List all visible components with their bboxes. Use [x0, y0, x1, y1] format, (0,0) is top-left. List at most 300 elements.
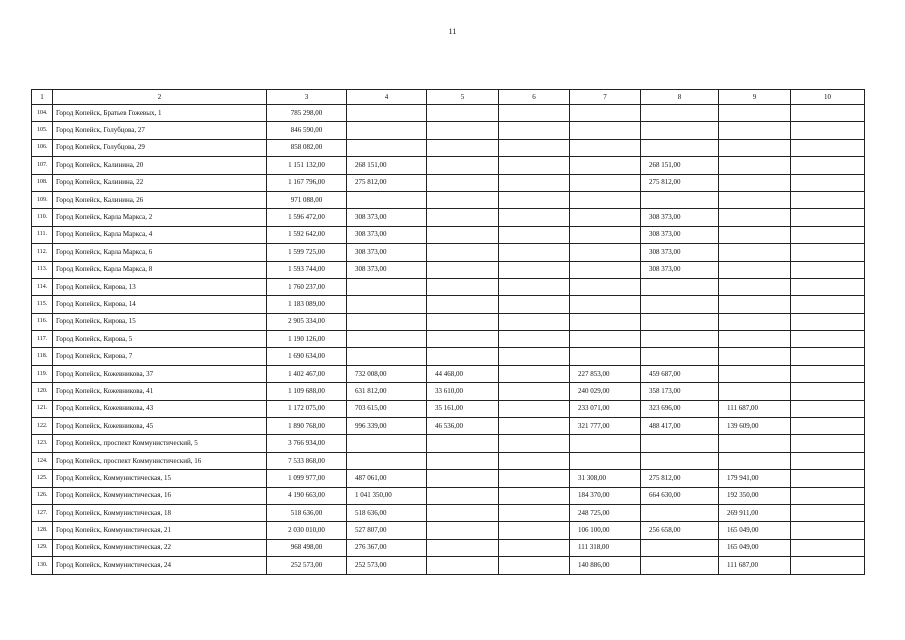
table-cell	[570, 331, 641, 348]
table-row	[32, 122, 865, 139]
table-cell: 1 402 467,00	[267, 365, 347, 382]
table-cell	[719, 157, 791, 174]
table-cell	[427, 261, 499, 278]
table-cell: 116.	[32, 313, 53, 330]
table-cell: 111 687,00	[719, 557, 791, 574]
table-row	[32, 539, 865, 556]
table-cell: 256 658,00	[641, 522, 719, 539]
table-cell	[499, 539, 570, 556]
table-cell: 165 049,00	[719, 539, 791, 556]
table-cell: 117.	[32, 331, 53, 348]
table-row	[32, 504, 865, 521]
table-cell	[719, 452, 791, 469]
table-cell	[347, 313, 427, 330]
table-row	[32, 261, 865, 278]
table-cell: 106.	[32, 139, 53, 156]
table-cell: Город Копейск, Калинина, 22	[53, 174, 267, 191]
table-cell	[791, 105, 865, 122]
table-cell: 1 592 642,00	[267, 226, 347, 243]
table-cell: Город Копейск, Кирова, 13	[53, 278, 267, 295]
table-cell: 107.	[32, 157, 53, 174]
table-cell	[427, 296, 499, 313]
table-cell: 44 468,00	[427, 365, 499, 382]
table-cell: 127.	[32, 504, 53, 521]
table-cell: 1 109 688,00	[267, 383, 347, 400]
table-cell: 1 099 977,00	[267, 470, 347, 487]
table-cell: 4 190 663,00	[267, 487, 347, 504]
table-cell	[719, 105, 791, 122]
table-cell	[719, 191, 791, 208]
table-cell	[641, 348, 719, 365]
table-cell: 518 636,00	[347, 504, 427, 521]
table-cell: 31 308,00	[570, 470, 641, 487]
table-cell	[791, 383, 865, 400]
table-cell: 268 151,00	[641, 157, 719, 174]
table-cell	[641, 105, 719, 122]
table-cell	[791, 157, 865, 174]
table-cell	[427, 348, 499, 365]
column-header: 4	[347, 90, 427, 105]
table-cell	[719, 174, 791, 191]
table-cell	[791, 244, 865, 261]
column-header: 6	[499, 90, 570, 105]
table-cell: 1 151 132,00	[267, 157, 347, 174]
table-cell	[427, 244, 499, 261]
table-cell	[791, 139, 865, 156]
table-cell	[791, 435, 865, 452]
table-cell	[719, 244, 791, 261]
table-cell: 111.	[32, 226, 53, 243]
table-cell	[570, 157, 641, 174]
table-cell	[570, 452, 641, 469]
table-cell: 664 630,00	[641, 487, 719, 504]
table-cell: 268 151,00	[347, 157, 427, 174]
table-cell	[499, 383, 570, 400]
table-cell: Город Копейск, Коммунистическая, 24	[53, 557, 267, 574]
table-row	[32, 278, 865, 295]
table-cell: 7 533 868,00	[267, 452, 347, 469]
table-cell	[427, 139, 499, 156]
table-cell: 233 071,00	[570, 400, 641, 417]
table-cell	[719, 365, 791, 382]
table-row	[32, 105, 865, 122]
table-cell	[427, 452, 499, 469]
table-cell: Город Копейск, проспект Коммунистический, 5	[53, 435, 267, 452]
table-cell: 35 161,00	[427, 400, 499, 417]
table-cell: 1 690 634,00	[267, 348, 347, 365]
table-cell: 130.	[32, 557, 53, 574]
data-table	[31, 89, 865, 575]
table-cell: Город Копейск, Коммунистическая, 15	[53, 470, 267, 487]
table-cell	[499, 365, 570, 382]
table-cell: 488 417,00	[641, 418, 719, 435]
table-cell: 846 590,00	[267, 122, 347, 139]
table-cell	[791, 122, 865, 139]
table-cell	[570, 226, 641, 243]
table-cell	[347, 122, 427, 139]
table-cell: 308 373,00	[641, 209, 719, 226]
table-cell	[791, 296, 865, 313]
table-cell	[641, 557, 719, 574]
table-cell	[427, 470, 499, 487]
table-cell: 1 760 237,00	[267, 278, 347, 295]
table-cell	[791, 400, 865, 417]
table-cell: Город Копейск, Карла Маркса, 8	[53, 261, 267, 278]
table-cell: 1 890 768,00	[267, 418, 347, 435]
table-cell: 129.	[32, 539, 53, 556]
table-cell	[427, 435, 499, 452]
table-cell: 119.	[32, 365, 53, 382]
table-cell: 3 766 934,00	[267, 435, 347, 452]
table-row	[32, 400, 865, 417]
table-cell: Город Копейск, Кирова, 15	[53, 313, 267, 330]
table-cell: 240 029,00	[570, 383, 641, 400]
table-row	[32, 331, 865, 348]
table-cell: 106 100,00	[570, 522, 641, 539]
table-cell	[499, 452, 570, 469]
table-cell: 308 373,00	[347, 244, 427, 261]
table-cell	[427, 487, 499, 504]
table-cell: 323 696,00	[641, 400, 719, 417]
table-cell	[570, 278, 641, 295]
table-cell	[499, 226, 570, 243]
table-row	[32, 209, 865, 226]
table-row	[32, 191, 865, 208]
table-cell: 2 030 010,00	[267, 522, 347, 539]
table-cell	[641, 452, 719, 469]
table-cell	[791, 365, 865, 382]
table-cell: Город Копейск, проспект Коммунистический, 16	[53, 452, 267, 469]
table-cell	[347, 296, 427, 313]
table-cell	[427, 539, 499, 556]
table-cell: 122.	[32, 418, 53, 435]
table-cell	[719, 296, 791, 313]
table-cell: 123.	[32, 435, 53, 452]
table-cell: 971 088,00	[267, 191, 347, 208]
table-cell	[427, 522, 499, 539]
table-cell: 308 373,00	[347, 209, 427, 226]
table-cell	[719, 226, 791, 243]
table-cell: 785 298,00	[267, 105, 347, 122]
table-row	[32, 522, 865, 539]
table-cell	[499, 209, 570, 226]
table-cell: 121.	[32, 400, 53, 417]
table-cell: 112.	[32, 244, 53, 261]
table-row	[32, 418, 865, 435]
table-cell: 518 636,00	[267, 504, 347, 521]
table-cell: Город Копейск, Коммунистическая, 18	[53, 504, 267, 521]
table-cell: 128.	[32, 522, 53, 539]
table-cell: 1 190 126,00	[267, 331, 347, 348]
table-cell	[499, 435, 570, 452]
table-row	[32, 244, 865, 261]
table-cell	[641, 191, 719, 208]
table-cell	[347, 435, 427, 452]
table-cell	[347, 278, 427, 295]
table-cell	[499, 522, 570, 539]
table-row	[32, 487, 865, 504]
table-cell: 192 350,00	[719, 487, 791, 504]
table-cell: 139 609,00	[719, 418, 791, 435]
table-cell: Город Копейск, Коммунистическая, 21	[53, 522, 267, 539]
table-cell: 275 812,00	[641, 470, 719, 487]
table-cell: 1 599 725,00	[267, 244, 347, 261]
table-cell	[570, 296, 641, 313]
table-row	[32, 296, 865, 313]
table-cell: 968 498,00	[267, 539, 347, 556]
table-cell	[570, 313, 641, 330]
table-cell: 308 373,00	[641, 226, 719, 243]
column-header: 1	[32, 90, 53, 105]
table-cell	[499, 504, 570, 521]
table-cell: 252 573,00	[347, 557, 427, 574]
table-cell: 321 777,00	[570, 418, 641, 435]
table-cell: 276 367,00	[347, 539, 427, 556]
table-cell	[791, 174, 865, 191]
table-cell	[499, 400, 570, 417]
table-cell: 1 167 796,00	[267, 174, 347, 191]
table-cell	[791, 261, 865, 278]
table-cell	[719, 348, 791, 365]
table-cell	[791, 487, 865, 504]
table-cell	[791, 191, 865, 208]
table-cell: 1 041 350,00	[347, 487, 427, 504]
table-cell	[499, 331, 570, 348]
table-cell	[499, 278, 570, 295]
table-cell: 732 008,00	[347, 365, 427, 382]
table-cell: 113.	[32, 261, 53, 278]
table-cell	[347, 452, 427, 469]
table-cell	[719, 278, 791, 295]
table-cell: 358 173,00	[641, 383, 719, 400]
table-cell: Город Копейск, Кирова, 7	[53, 348, 267, 365]
table-cell: 275 812,00	[347, 174, 427, 191]
table-cell	[719, 261, 791, 278]
table-cell: 487 061,00	[347, 470, 427, 487]
table-cell	[570, 348, 641, 365]
table-cell: 1 596 472,00	[267, 209, 347, 226]
table-cell: 104.	[32, 105, 53, 122]
table-row	[32, 365, 865, 382]
table-cell: Город Копейск, Голубцова, 29	[53, 139, 267, 156]
table-cell: 125.	[32, 470, 53, 487]
table-cell	[570, 435, 641, 452]
table-cell: 110.	[32, 209, 53, 226]
table-cell	[791, 504, 865, 521]
table-cell	[641, 296, 719, 313]
table-cell	[570, 244, 641, 261]
table-cell	[570, 139, 641, 156]
table-row	[32, 348, 865, 365]
table-cell	[427, 157, 499, 174]
table-cell	[791, 278, 865, 295]
table-row	[32, 435, 865, 452]
table-cell	[719, 139, 791, 156]
column-header: 8	[641, 90, 719, 105]
table-cell	[347, 348, 427, 365]
table-cell	[719, 313, 791, 330]
table-cell: Город Копейск, Кирова, 5	[53, 331, 267, 348]
table-cell	[641, 331, 719, 348]
table-cell	[499, 157, 570, 174]
table-cell: Город Копейск, Коммунистическая, 22	[53, 539, 267, 556]
table-cell	[719, 383, 791, 400]
table-cell	[570, 174, 641, 191]
table-cell: Город Копейск, Голубцова, 27	[53, 122, 267, 139]
table-row	[32, 383, 865, 400]
table-cell	[499, 244, 570, 261]
table-cell	[499, 418, 570, 435]
table-row	[32, 452, 865, 469]
table-cell: 858 082,00	[267, 139, 347, 156]
table-cell	[641, 539, 719, 556]
table-cell	[427, 105, 499, 122]
table-cell	[427, 209, 499, 226]
table-cell	[499, 105, 570, 122]
table-cell	[791, 557, 865, 574]
table-cell: 1 593 744,00	[267, 261, 347, 278]
table-cell: 115.	[32, 296, 53, 313]
header-row	[32, 90, 865, 105]
table-cell	[499, 122, 570, 139]
table-cell	[347, 105, 427, 122]
table-cell	[791, 226, 865, 243]
column-header: 7	[570, 90, 641, 105]
table-cell: 308 373,00	[641, 244, 719, 261]
table-cell: Город Копейск, Кожевникова, 43	[53, 400, 267, 417]
table-cell: 308 373,00	[641, 261, 719, 278]
table-cell	[641, 313, 719, 330]
table-cell	[570, 122, 641, 139]
table-cell	[347, 139, 427, 156]
table-cell	[791, 539, 865, 556]
table-cell: Город Копейск, Калинина, 26	[53, 191, 267, 208]
table-cell: 703 615,00	[347, 400, 427, 417]
table-cell	[499, 557, 570, 574]
table-cell	[791, 452, 865, 469]
table-cell: Город Копейск, Карла Маркса, 2	[53, 209, 267, 226]
table-cell: 109.	[32, 191, 53, 208]
column-header: 9	[719, 90, 791, 105]
table-cell: Город Копейск, Кожевникова, 37	[53, 365, 267, 382]
table-cell: 269 911,00	[719, 504, 791, 521]
table-cell: 275 812,00	[641, 174, 719, 191]
table-cell	[427, 313, 499, 330]
table-cell: 33 610,00	[427, 383, 499, 400]
table-cell: 111 687,00	[719, 400, 791, 417]
table-cell	[499, 174, 570, 191]
table-cell	[719, 209, 791, 226]
table-cell	[499, 296, 570, 313]
table-cell: 227 853,00	[570, 365, 641, 382]
table-cell: 459 687,00	[641, 365, 719, 382]
column-header: 5	[427, 90, 499, 105]
table-cell	[427, 174, 499, 191]
table-cell	[499, 313, 570, 330]
table-cell	[499, 261, 570, 278]
page-number: 11	[448, 27, 457, 36]
table-cell	[791, 522, 865, 539]
table-cell: 111 318,00	[570, 539, 641, 556]
table-cell: Город Копейск, Карла Маркса, 4	[53, 226, 267, 243]
table-cell	[347, 331, 427, 348]
table-row	[32, 557, 865, 574]
table-cell: 118.	[32, 348, 53, 365]
table-cell	[499, 191, 570, 208]
table-cell: Город Копейск, Братьев Гожевых, 1	[53, 105, 267, 122]
table-cell	[427, 278, 499, 295]
table-cell: 46 536,00	[427, 418, 499, 435]
table-cell	[791, 209, 865, 226]
table-cell	[641, 278, 719, 295]
table-cell	[427, 557, 499, 574]
table-cell: Город Копейск, Калинина, 20	[53, 157, 267, 174]
table-cell	[427, 226, 499, 243]
table-row	[32, 313, 865, 330]
table-cell	[791, 348, 865, 365]
table-row	[32, 470, 865, 487]
column-header: 3	[267, 90, 347, 105]
table-cell	[719, 122, 791, 139]
table-cell	[570, 209, 641, 226]
table-cell: 1 172 075,00	[267, 400, 347, 417]
table-cell: 2 905 334,00	[267, 313, 347, 330]
table-cell: 184 370,00	[570, 487, 641, 504]
table-cell: 527 807,00	[347, 522, 427, 539]
table-cell	[791, 470, 865, 487]
table-row	[32, 157, 865, 174]
table-cell: Город Копейск, Кожевникова, 41	[53, 383, 267, 400]
table-cell	[641, 435, 719, 452]
table-cell	[791, 331, 865, 348]
column-header: 2	[53, 90, 267, 105]
table-cell: 126.	[32, 487, 53, 504]
table-cell: 179 941,00	[719, 470, 791, 487]
table-cell: Город Копейск, Коммунистическая, 16	[53, 487, 267, 504]
table-cell	[719, 331, 791, 348]
table-cell: 124.	[32, 452, 53, 469]
column-header: 10	[791, 90, 865, 105]
table-row	[32, 139, 865, 156]
table-cell	[427, 331, 499, 348]
table-cell: 1 183 089,00	[267, 296, 347, 313]
table-cell	[791, 313, 865, 330]
table-cell: Город Копейск, Кожевникова, 45	[53, 418, 267, 435]
table-cell: 308 373,00	[347, 226, 427, 243]
table-cell: 252 573,00	[267, 557, 347, 574]
table-cell	[427, 122, 499, 139]
table-cell: Город Копейск, Кирова, 14	[53, 296, 267, 313]
table-cell	[641, 122, 719, 139]
table-cell	[427, 191, 499, 208]
table-cell: 631 812,00	[347, 383, 427, 400]
table-cell	[719, 435, 791, 452]
table-cell: 248 725,00	[570, 504, 641, 521]
table-cell	[791, 418, 865, 435]
table-cell	[570, 105, 641, 122]
table-cell: 120.	[32, 383, 53, 400]
table-cell: 165 049,00	[719, 522, 791, 539]
table-row	[32, 174, 865, 191]
table-cell	[641, 504, 719, 521]
table-cell	[570, 191, 641, 208]
table-cell: 996 339,00	[347, 418, 427, 435]
table-cell	[347, 191, 427, 208]
table-cell: 108.	[32, 174, 53, 191]
table-cell: 114.	[32, 278, 53, 295]
table-cell: 308 373,00	[347, 261, 427, 278]
table-cell	[499, 470, 570, 487]
